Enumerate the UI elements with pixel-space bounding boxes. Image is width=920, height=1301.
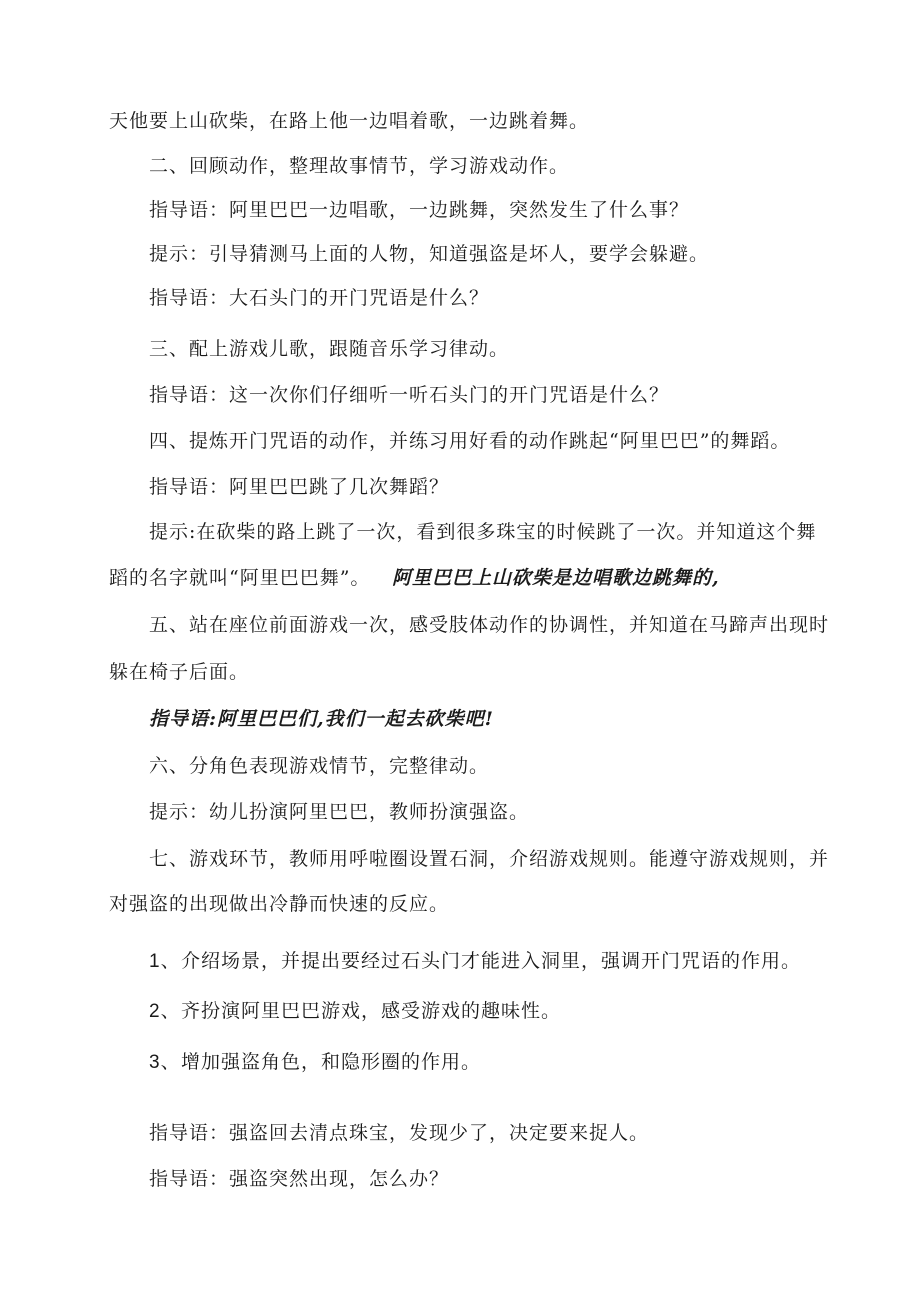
section-heading-7b: 对强盗的出现做出冷静而快速的反应。 [109,893,450,915]
hint-line-2a: 提示:在砍柴的路上跳了一次，看到很多珠宝的时候跳了一次。并知道这个舞 [149,521,817,543]
list-item-1: 介绍场景，并提出要经过石头门才能进入洞里，强调开门咒语的作用。 [181,950,802,972]
section-heading-2: 二、回顾动作，整理故事情节，学习游戏动作。 [149,155,570,177]
hint-line-1: 提示：引导猜测马上面的人物，知道强盗是坏人，要学会躲避。 [149,243,710,265]
guide-line-5: 指导语：强盗回去清点珠宝，发现少了，决定要来捉人。 [149,1122,650,1144]
guide-line-6: 指导语：强盗突然出现，怎么办？ [149,1168,450,1190]
guide-line-2: 指导语：大石头门的开门咒语是什么？ [149,287,490,309]
section-heading-4: 四、提炼开门咒语的动作，并练习用好看的动作跳起“阿里巴巴”的舞蹈。 [149,430,791,452]
guide-line-4: 指导语：阿里巴巴跳了几次舞蹈？ [149,476,450,498]
section-heading-5a: 五、站在座位前面游戏一次，感受肢体动作的协调性，并知道在马蹄声出现时 [149,614,830,636]
list-number-2: 2、 [149,1001,181,1022]
list-number-3: 3、 [149,1052,181,1073]
guide-line-3: 指导语：这一次你们仔细听一听石头门的开门咒语是什么？ [149,384,670,406]
section-heading-3: 三、配上游戏儿歌，跟随音乐学习律动。 [149,338,510,360]
italic-note-1: 阿里巴巴上山砍柴是边唱歌边跳舞的, [392,567,720,589]
hint-line-2b: 蹈的名字就叫“阿里巴巴舞”。 [109,567,371,589]
italic-guide-line: 指导语:阿里巴巴们,我们一起去砍柴吧! [149,708,494,730]
section-heading-5b: 躲在椅子后面。 [109,661,250,683]
section-heading-7a: 七、游戏环节，教师用呼啦圈设置石洞，介绍游戏规则。能遵守游戏规则，并 [149,848,830,870]
section-heading-6: 六、分角色表现游戏情节，完整律动。 [149,755,490,777]
list-number-1: 1、 [149,951,181,972]
list-item-2: 齐扮演阿里巴巴游戏，感受游戏的趣味性。 [181,1000,562,1022]
list-item-3: 增加强盗角色，和隐形圈的作用。 [181,1051,482,1073]
guide-line-1: 指导语：阿里巴巴一边唱歌，一边跳舞，突然发生了什么事？ [149,199,690,221]
text-line-1: 天他要上山砍柴，在路上他一边唱着歌，一边跳着舞。 [109,110,590,132]
hint-line-3: 提示：幼儿扮演阿里巴巴，教师扮演强盗。 [149,801,530,823]
